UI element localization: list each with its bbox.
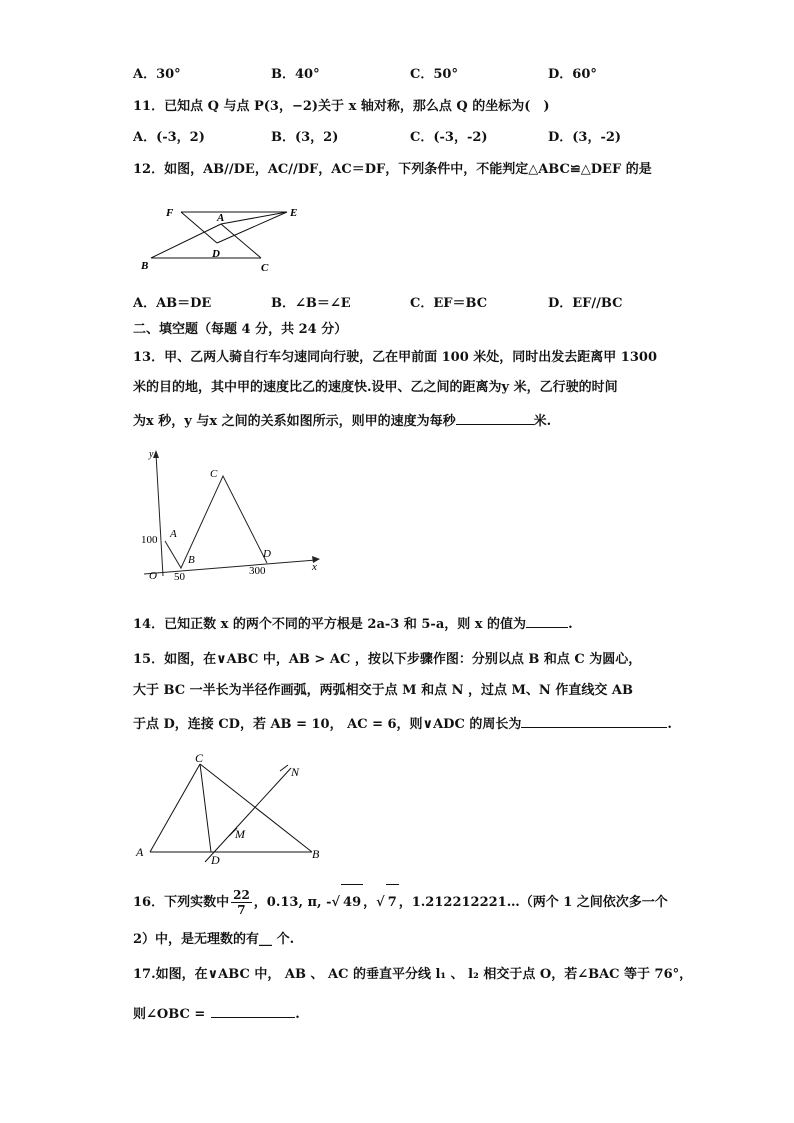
- q12-label-a: A: [217, 212, 225, 224]
- q16-fraction-den: 7: [237, 903, 246, 917]
- q16-sqrt1-sign: √: [331, 895, 341, 910]
- q15-line2: 大于 BC 一半长为半径作画弧，两弧相交于点 M 和点 N ，过点 M、N 作直线交 AB: [133, 683, 633, 698]
- q12-option-a: A．AB＝DE: [133, 296, 212, 311]
- q13-answer-blank: [456, 410, 534, 425]
- q13-label-300: 300: [249, 565, 266, 577]
- q10-option-a: A．30°: [133, 67, 181, 82]
- q14-answer-blank: [526, 613, 568, 628]
- q16-mid2: ，: [363, 895, 377, 910]
- q13-label-y: y: [149, 449, 154, 460]
- q10-option-d: D．60°: [548, 67, 597, 82]
- q16-fraction-num: 22: [233, 888, 250, 902]
- q12-question: 12．如图，AB//DE，AC//DF，AC＝DF，下列条件中，不能判定△ABC≌△DEF 的是: [133, 162, 652, 177]
- q15-line3-end: .: [667, 717, 672, 732]
- q12-label-b: B: [141, 260, 149, 272]
- q15-figure: [133, 750, 333, 870]
- q16-sqrt2-sign: √: [376, 895, 385, 910]
- q17-line2-end: .: [295, 1007, 300, 1022]
- q13-line3-end: 米.: [533, 414, 552, 429]
- q10-option-c: C．50°: [410, 67, 458, 82]
- q14-question: [133, 613, 573, 634]
- q12-edge-ed: [217, 212, 287, 243]
- q13-label-d: D: [263, 548, 271, 560]
- q15-label-n: N: [291, 765, 300, 779]
- q12-edge-ac: [221, 224, 261, 258]
- q15-label-b: B: [312, 847, 320, 861]
- q11-question: 11．已知点 Q 与点 P(3，−2)关于 x 轴对称，那么点 Q 的坐标为( ): [133, 99, 550, 114]
- q16-line1: [133, 884, 668, 921]
- q12-edge-ab: [151, 224, 221, 258]
- q13-label-b: B: [188, 554, 195, 566]
- q16-post: ，1.212212221…（两个 1 之间依次多一个: [398, 895, 668, 910]
- q10-options: [133, 66, 693, 84]
- q13-line2: 米的目的地，其中甲的速度比乙的速度快.设甲、乙之间的距离为y 米，乙行驶的时间: [133, 380, 618, 395]
- q15-label-m: M: [235, 827, 245, 841]
- q11-option-a: A．(-3，2): [133, 130, 205, 145]
- q13-graph: [136, 446, 326, 584]
- q15-edge-ac: [150, 764, 200, 852]
- q11-option-d: D．(3，-2): [548, 130, 622, 145]
- q17-line2: [133, 1003, 300, 1024]
- q12-label-d: D: [212, 248, 220, 260]
- q12-label-c: C: [261, 262, 269, 274]
- q17-line1: 17.如图，在∨ABC 中， AB 、 AC 的垂直平分线 l₁ 、 l₂ 相交于点 O，若∠BAC 等于 76°，: [133, 967, 693, 982]
- q13-label-o: O: [149, 570, 157, 582]
- q13-label-a: A: [170, 528, 177, 540]
- q15-line3: [133, 713, 672, 734]
- q15-answer-blank: [521, 713, 667, 728]
- q13-graph-line: [165, 476, 267, 568]
- q16-mid1: ，0.13, π, -: [253, 895, 332, 910]
- q14-end: .: [568, 617, 573, 632]
- q13-label-100: 100: [141, 534, 158, 546]
- q10-option-b: B．40°: [271, 67, 320, 82]
- q17-line2-text: 则∠OBC =: [133, 1007, 206, 1022]
- q16-sqrt2: 7: [386, 884, 399, 921]
- q13-y-axis: [156, 454, 163, 576]
- q17-answer-blank: [211, 1003, 295, 1018]
- q15-label-a: A: [136, 845, 144, 859]
- q15-line-mn: [205, 768, 291, 862]
- q13-label-c: C: [210, 468, 218, 480]
- q15-line1: 15．如图，在∨ABC 中，AB > AC ，按以下步骤作图：分别以点 B 和点 C 为圆心，: [133, 652, 642, 667]
- q11-option-b: B．(3，2): [271, 130, 339, 145]
- q16-line2: 2）中，是无理数的有__ 个.: [133, 932, 295, 947]
- q12-option-d: D．EF//BC: [548, 296, 623, 311]
- q15-mark-n: [280, 765, 288, 771]
- q12-label-e: E: [290, 207, 298, 219]
- q13-line3: [133, 410, 551, 431]
- q15-line3-text: 于点 D，连接 CD，若 AB = 10， AC = 6，则∨ADC 的周长为: [133, 717, 522, 732]
- q16-fraction: [231, 888, 252, 917]
- q15-label-c: C: [195, 751, 204, 765]
- q12-label-f: F: [166, 207, 174, 219]
- q12-option-b: B．∠B＝∠E: [271, 296, 351, 311]
- q13-line1: 13．甲、乙两人骑自行车匀速同向行驶，乙在甲前面 100 米处，同时出发去距离甲 1300: [133, 350, 657, 365]
- q16-sqrt1: 49: [341, 884, 363, 921]
- q13-x-axis: [144, 560, 316, 574]
- section-title: 二、填空题（每题 4 分，共 24 分）: [133, 322, 348, 337]
- q12-option-c: C．EF＝BC: [410, 296, 488, 311]
- q12-figure: [135, 200, 310, 276]
- q13-label-x: x: [312, 561, 317, 573]
- q15-edge-cd: [200, 764, 211, 852]
- q11-options: [133, 129, 693, 147]
- q12-edge-ea: [221, 212, 287, 224]
- q13-line3-text: 为x 秒，y 与x 之间的关系如图所示，则甲的速度为每秒: [133, 414, 456, 429]
- q14-text: 14．已知正数 x 的两个不同的平方根是 2a-3 和 5-a，则 x 的值为: [133, 617, 527, 632]
- q15-label-d: D: [211, 853, 220, 867]
- q12-edge-fd: [181, 212, 217, 243]
- q13-label-50: 50: [174, 571, 185, 583]
- q12-options: [133, 295, 693, 313]
- q13-y-arrow: [153, 450, 159, 458]
- q11-option-c: C．(-3，-2): [410, 130, 488, 145]
- q16-text: 16．下列实数中: [133, 895, 230, 910]
